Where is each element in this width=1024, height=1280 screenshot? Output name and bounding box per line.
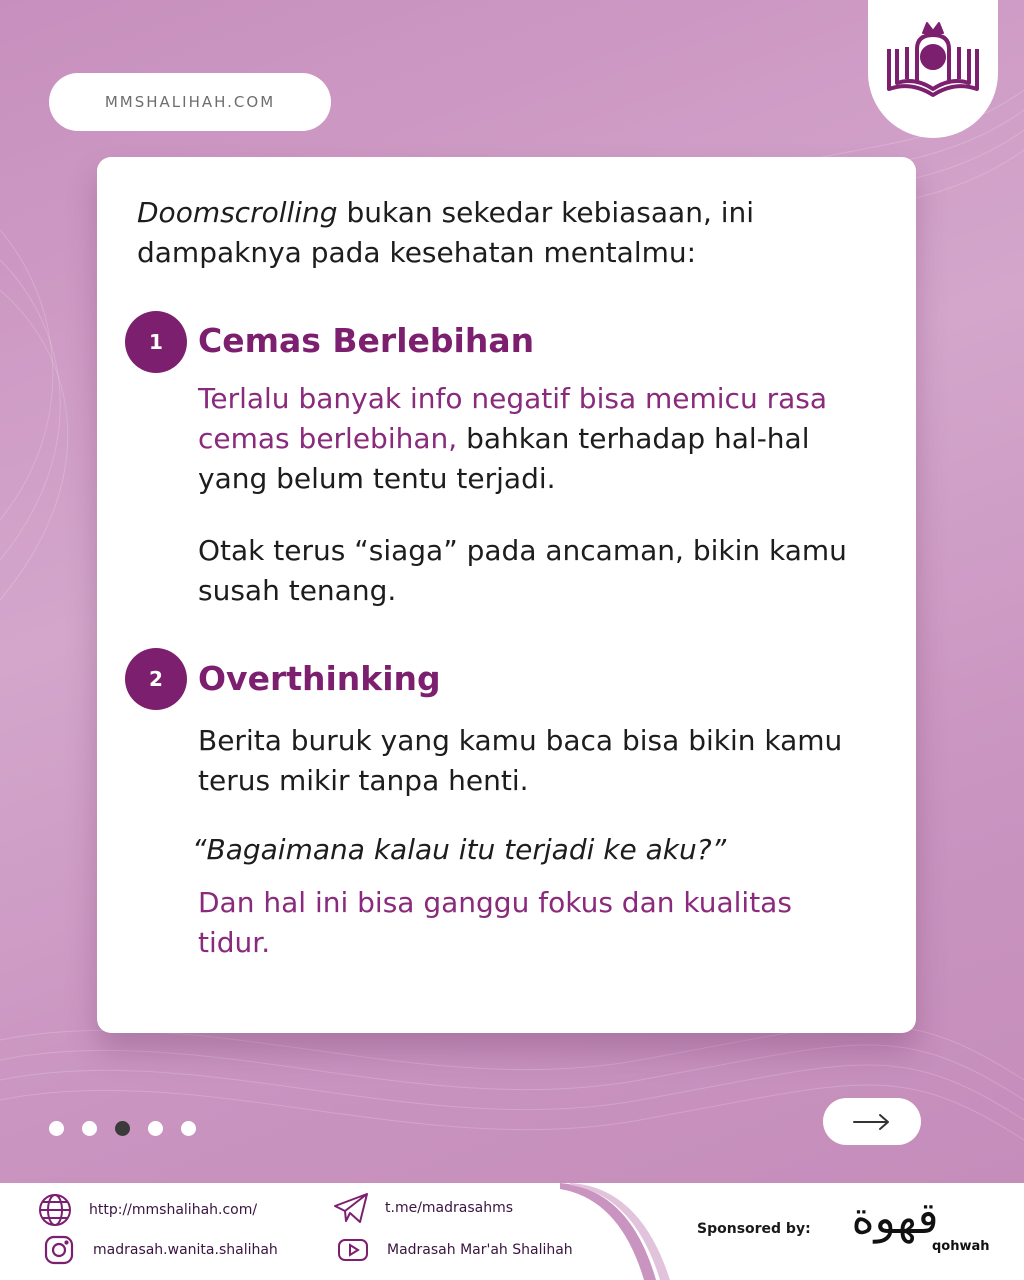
- pagination-dot[interactable]: [82, 1121, 97, 1136]
- sponsor-label: Sponsored by:: [697, 1221, 811, 1237]
- footer-instagram-text: madrasah.wanita.shalihah: [93, 1242, 278, 1258]
- point-1-badge: [125, 311, 187, 373]
- logo-tab: [868, 0, 998, 138]
- footer-instagram[interactable]: [41, 1232, 278, 1268]
- point-2-paragraph-1: Berita buruk yang kamu baca bisa bikin kamu terus mikir tanpa henti.: [198, 724, 843, 797]
- sponsor-logo-latin: qohwah: [932, 1239, 990, 1254]
- intro-emphasis: Doomscrolling: [137, 196, 338, 229]
- sponsor-logo-arabic: قهوة: [851, 1193, 939, 1244]
- logo-icon: [881, 19, 985, 109]
- footer-telegram-text: t.me/madrasahms: [385, 1200, 514, 1216]
- content-card: [97, 157, 916, 1033]
- youtube-icon: [335, 1232, 371, 1268]
- point-1-highlight: Terlalu banyak info negatif bisa memicu rasa cemas berlebihan,: [198, 382, 828, 455]
- next-button[interactable]: [823, 1098, 921, 1145]
- point-2-badge: [125, 648, 187, 710]
- globe-icon: [37, 1192, 73, 1228]
- point-1-title: Cemas Berlebihan: [198, 321, 535, 360]
- footer: [0, 1183, 1024, 1280]
- footer-curve-decoration: [560, 1183, 680, 1280]
- footer-telegram[interactable]: [333, 1190, 513, 1226]
- footer-youtube-text: Madrasah Mar'ah Shalihah: [387, 1242, 573, 1258]
- point-1-paragraph-2: Otak terus “siaga” pada ancaman, bikin kamu susah tenang.: [198, 534, 847, 607]
- telegram-icon: [333, 1190, 369, 1226]
- point-2-quote: “Bagaimana kalau itu terjadi ke aku?”: [192, 833, 727, 866]
- pagination-dot[interactable]: [49, 1121, 64, 1136]
- footer-website[interactable]: [37, 1192, 257, 1228]
- sponsor-logo: [836, 1193, 990, 1269]
- footer-website-text: http://mmshalihah.com/: [89, 1202, 258, 1218]
- pagination-dot[interactable]: [148, 1121, 163, 1136]
- website-pill[interactable]: [49, 73, 331, 131]
- footer-youtube[interactable]: [335, 1232, 573, 1268]
- instagram-icon: [41, 1232, 77, 1268]
- pagination-dot-active[interactable]: [115, 1121, 130, 1136]
- point-2-title: Overthinking: [198, 659, 441, 698]
- arrow-right-icon: [852, 1112, 892, 1132]
- point-1-para1-rest: bahkan terhadap hal-hal yang belum tentu terjadi.: [198, 422, 810, 495]
- pagination-dots: [49, 1121, 196, 1136]
- point-1-number: 1: [149, 330, 163, 354]
- intro-text: [137, 193, 877, 273]
- pagination-dot[interactable]: [181, 1121, 196, 1136]
- website-pill-text: MMSHALIHAH.COM: [104, 93, 276, 111]
- intro-rest: bukan sekedar kebiasaan, ini dampaknya pada kesehatan mentalmu:: [137, 196, 755, 269]
- point-2-paragraph-2: Dan hal ini bisa ganggu fokus dan kualitas tidur.: [198, 886, 792, 959]
- point-2-number: 2: [149, 667, 163, 691]
- point-1-paragraph-1: [198, 379, 858, 499]
